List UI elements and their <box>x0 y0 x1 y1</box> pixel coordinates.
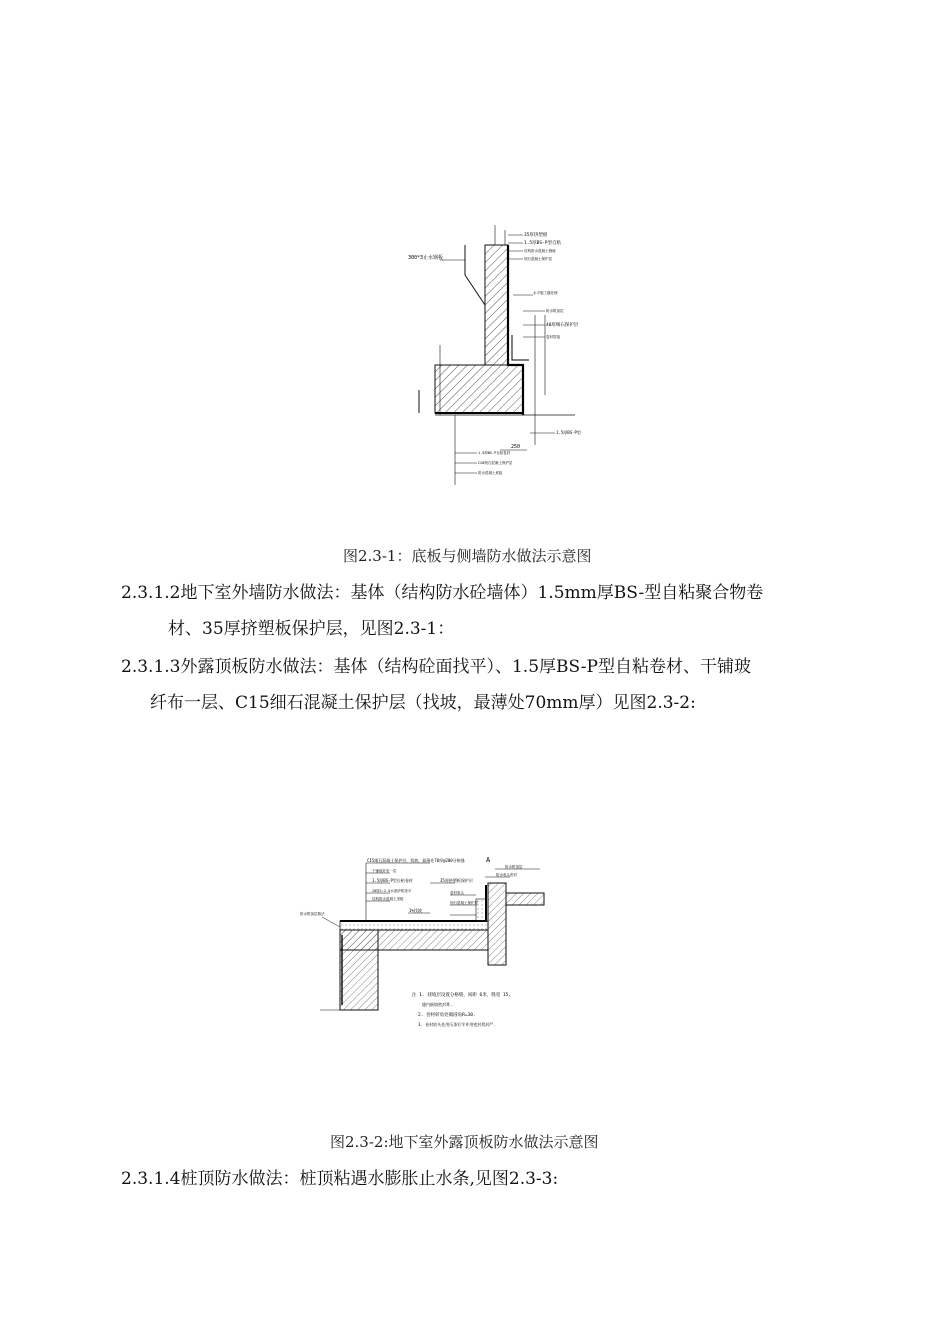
label-b: 细石混凝土保护层 <box>524 257 552 261</box>
figure-2-svg <box>300 855 560 1040</box>
right-wall <box>488 883 506 965</box>
note-3: 3. 卷材收头处用压条钉牢并用密封膏封严. <box>418 1022 496 1027</box>
paragraph-2-3-1-3-line-2: 纤布一层、C15细石混凝土保护层（找坡，最薄处70mm厚）见图2.3-2: <box>150 693 696 713</box>
label-mortar: 20厚1:2.5水泥砂浆找平 <box>372 889 412 893</box>
label-c15: C15细石混凝土保护层，找坡，最薄处70厚@200分格缝 <box>367 858 465 863</box>
label-e: 卷材搭接 <box>546 335 560 339</box>
label-a: 结构防水混凝土侧墙 <box>524 249 556 253</box>
label-h: C20细石混凝土保护层 <box>478 461 513 465</box>
paragraph-2-3-1-2-line-2: 材、35厚挤塑板保护层，见图2.3-1： <box>168 619 455 639</box>
label-f: 1.5厚BS-P型 <box>556 430 581 435</box>
protection-layer <box>340 921 488 930</box>
label-eps: 35厚挤塑板保护层 <box>440 878 473 883</box>
label-glass: 干铺玻纤布一层 <box>372 869 397 873</box>
label-slope: 1%找坡 <box>409 908 422 913</box>
note-2: 2. 卷材转角处做圆角R=30. <box>418 1013 476 1018</box>
paragraph-2-3-1-2-line-1: 2.3.1.2地下室外墙防水做法：基体（结构防水砼墙体）1.5mm厚BS-型自粘聚合物卷 <box>121 583 764 603</box>
side-wall <box>485 245 508 365</box>
label-g: 1.5厚BS-P自粘卷材 <box>478 451 511 455</box>
figure-1-svg <box>405 215 590 495</box>
figure-2-caption: 图2.3-2:地下室外露顶板防水做法示意图 <box>330 1133 599 1151</box>
label-c: 防水收头密封 <box>496 873 517 877</box>
paragraph-2-3-1-3-line-1: 2.3.1.3外露顶板防水做法：基体（结构砼面找平）、1.5厚BS-P型自粘卷材、干铺玻 <box>121 657 751 677</box>
label-left: 防水附加层做法 <box>300 912 325 916</box>
label-35: 35厚挤塑板 <box>524 233 548 238</box>
label-d: 防水附加层 <box>546 309 564 313</box>
paragraph-2-3-1-4-line-1: 2.3.1.4桩顶防水做法：桩顶粘遇水膨胀止水条,见图2.3-3: <box>121 1169 559 1189</box>
roof-slab <box>340 930 488 950</box>
label-d: 卷材收头 <box>450 891 464 895</box>
figure-1-caption: 图2.3-1：底板与侧墙防水做法示意图 <box>343 547 592 565</box>
label-struct: 结构防水混凝土顶板 <box>372 897 404 901</box>
figure-1-drawing <box>405 215 590 495</box>
label-e: 细石混凝土保护层 <box>450 901 478 905</box>
label-bsp: 1.5厚BS-P型自粘卷材 <box>372 878 413 883</box>
note-1b: 缝内嵌填密封膏. <box>422 1002 453 1007</box>
label-300: 300*3止水钢板 <box>408 255 444 261</box>
label-b: 防水附加层 <box>505 865 523 869</box>
label-40: 40厚细石保护层 <box>546 323 579 328</box>
label-c: 水平施工缝处理 <box>533 291 558 295</box>
bottom-slab <box>435 365 523 413</box>
label-i: 防水混凝土底板 <box>478 471 503 475</box>
note-1: 注 1. 找坡层设置分格缝，间距 6米，缝宽 15, <box>412 993 512 998</box>
label-250: 250 <box>511 444 521 450</box>
label-15: 1.5厚BS-P型自粘 <box>524 241 561 246</box>
figure-2-drawing <box>300 855 560 1040</box>
label-a: A <box>486 856 491 864</box>
